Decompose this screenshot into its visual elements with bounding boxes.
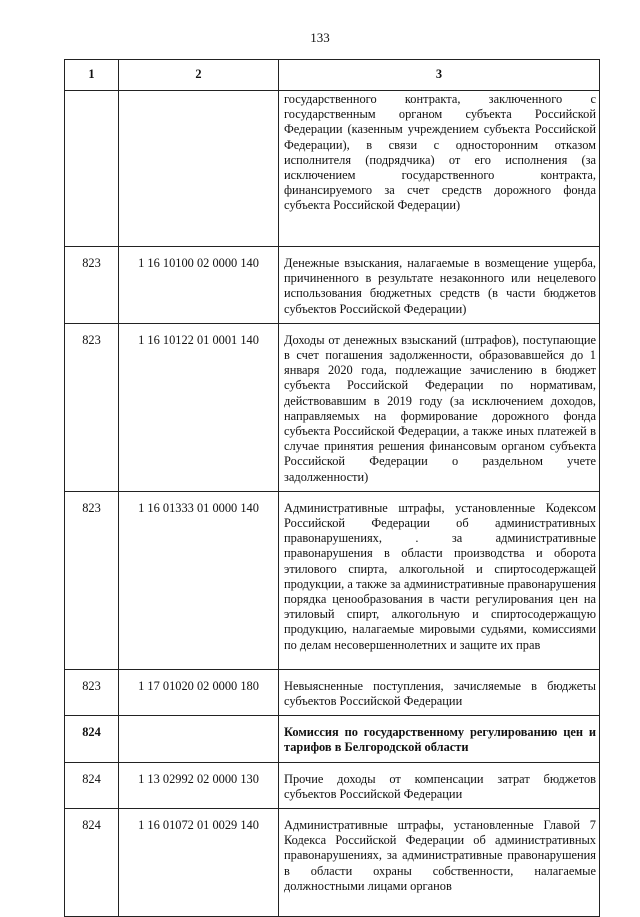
admin-code-cell: 824 xyxy=(65,809,119,917)
revenue-code-cell: 1 16 01072 01 0029 140 xyxy=(119,809,279,917)
table-row xyxy=(65,491,600,669)
admin-code-cell: 823 xyxy=(65,247,119,324)
description-cell: Административные штрафы, установленные Кодексом Российской Федерации об административных правонарушениях, . за административные правонарушения в области производства и оборота этилового спирта, алкогольной и спиртосодержащей продукции, а также за административные правонарушения порядка ценообразования в части регулирования цен на этиловый спирт, алкогольную и спиртосодержащую продукцию, налагаемые мировыми судьями, комиссиями по делам несовершеннолетних и защите их прав xyxy=(279,491,600,669)
revenue-code-cell: 1 16 10122 01 0001 140 xyxy=(119,323,279,491)
table-row xyxy=(65,809,600,917)
admin-code-cell: 823 xyxy=(65,491,119,669)
description-cell: Невыясненные поступления, зачисляемые в бюджеты субъектов Российской Федерации xyxy=(279,669,600,715)
admin-code-cell: 824 xyxy=(65,762,119,808)
table-row xyxy=(65,762,600,808)
description-cell: Доходы от денежных взысканий (штрафов), поступающие в счет погашения задолженности, образовавшейся до 1 января 2020 года, подлежащие зачислению в бюджет субъекта Российской Федерации по нормативам, действовавшим в 2019 году (за исключением доходов, направляемых на формирование дорожного фонда субъекта Российской Федерации, а также иных платежей в случае принятия решения финансовым органом субъекта Российской Федерации о раздельном учете задолженности) xyxy=(279,323,600,491)
revenue-code-cell: 1 17 01020 02 0000 180 xyxy=(119,669,279,715)
admin-code-cell: 823 xyxy=(65,669,119,715)
column-header-code: 2 xyxy=(119,60,279,91)
table-row xyxy=(65,323,600,491)
column-header-admin: 1 xyxy=(65,60,119,91)
table-row xyxy=(65,91,600,247)
description-cell: государственного контракта, заключенного с государственным органом субъекта Российской Федерации (казенным учреждением субъекта Российской Федерации), в связи с односторонним отказом исполнителя (подрядчика) от его исполнения (за исключением государственного контракта, финансируемого за счет средств дорожного фонда субъекта Российской Федерации) xyxy=(279,91,600,247)
table-row xyxy=(65,247,600,324)
table-row xyxy=(65,669,600,715)
column-header-name: 3 xyxy=(279,60,600,91)
admin-code-cell: 824 xyxy=(65,716,119,762)
admin-code-cell xyxy=(65,91,119,247)
table-header-row xyxy=(65,60,600,91)
revenue-code-cell: 1 13 02992 02 0000 130 xyxy=(119,762,279,808)
revenue-code-cell: 1 16 10100 02 0000 140 xyxy=(119,247,279,324)
administrator-name-cell: Комиссия по государственному регулированию цен и тарифов в Белгородской области xyxy=(279,716,600,762)
revenue-code-cell xyxy=(119,91,279,247)
revenue-code-table xyxy=(64,59,600,917)
revenue-code-cell: 1 16 01333 01 0000 140 xyxy=(119,491,279,669)
description-cell: Административные штрафы, установленные Главой 7 Кодекса Российской Федерации об административных правонарушениях, за административные правонарушения в области охраны собственности, налагаемые должностными лицами органов xyxy=(279,809,600,917)
description-cell: Прочие доходы от компенсации затрат бюджетов субъектов Российской Федерации xyxy=(279,762,600,808)
admin-code-cell: 823 xyxy=(65,323,119,491)
description-cell: Денежные взыскания, налагаемые в возмещение ущерба, причиненного в результате незаконного или нецелевого использования бюджетных средств (в части бюджетов субъектов Российской Федерации) xyxy=(279,247,600,324)
page-number: 133 xyxy=(310,30,330,45)
table-row-administrator xyxy=(65,716,600,762)
revenue-code-cell xyxy=(119,716,279,762)
